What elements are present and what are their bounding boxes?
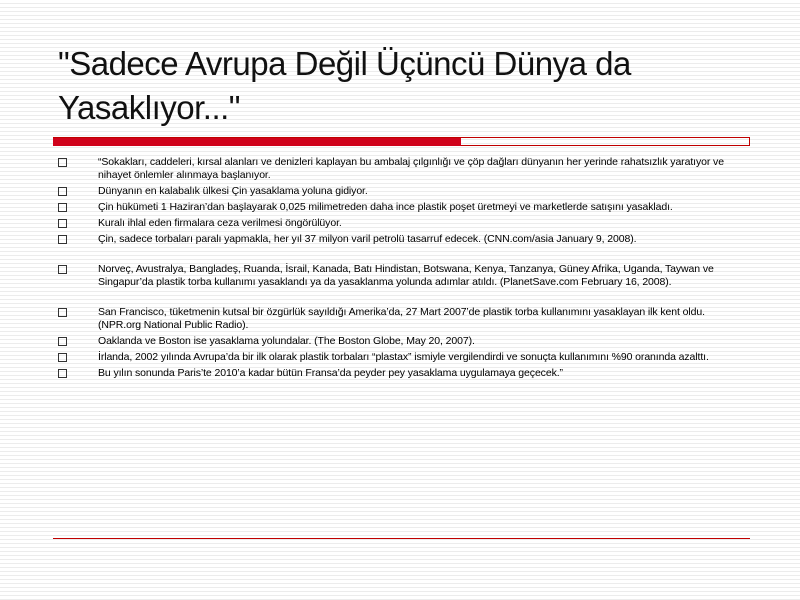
bullet-item	[58, 351, 738, 364]
title-rule-lower	[461, 145, 750, 146]
bullet-text: Çin hükümeti 1 Haziran’dan başlayarak 0,025 milimetreden daha ince plastik poşet üretmeyi ve marketlerde satışını yasakladı.	[98, 201, 673, 213]
bullet-item	[58, 263, 738, 289]
bullet-item	[58, 156, 738, 182]
bullet-text: Kuralı ihlal eden firmalara ceza verilmesi öngörülüyor.	[98, 217, 342, 229]
bullet-text: Dünyanın en kalabalık ülkesi Çin yasaklama yoluna gidiyor.	[98, 185, 368, 197]
bullet-list	[58, 156, 738, 383]
bullet-item	[58, 335, 738, 348]
bullet-text: Çin, sadece torbaları paralı yapmakla, her yıl 37 milyon varil petrolü tasarruf edecek. (CNN.com/asia January 9, 2008).	[98, 233, 637, 245]
bullet-text: Oaklanda ve Boston ise yasaklama yolundalar. (The Boston Globe, May 20, 2007).	[98, 335, 475, 347]
square-bullet-icon	[58, 203, 67, 212]
bullet-text: Bu yılın sonunda Paris’te 2010’a kadar bütün Fransa’da peyder pey yasaklama uygulamaya geçecek.”	[98, 367, 563, 379]
square-bullet-icon	[58, 353, 67, 362]
slide-title: "Sadece Avrupa Değil Üçüncü Dünya da Yasaklıyor..."	[58, 45, 631, 126]
bullet-text: “Sokakları, caddeleri, kırsal alanları ve denizleri kaplayan bu ambalaj çılgınlığı ve çöp dağları dünyanın her yerinde rahatsızlık yaratıyor ve nihayet önlemler alınmaya başlanıyor.	[98, 156, 724, 181]
bullet-text: Norveç, Avustralya, Bangladeş, Ruanda, İsrail, Kanada, Batı Hindistan, Botswana, Kenya, Tanzanya, Güney Afrika, Uganda, Taywan ve Singapur’da plastik torba kullanımı yasaklandı ya da yasaklanma yolunda adımlar atıldı. (PlanetSave.com February 16, 2008).	[98, 263, 714, 288]
bullet-text: San Francisco, tüketmenin kutsal bir özgürlük sayıldığı Amerika’da, 27 Mart 2007’de plastik torba kullanımını yasaklayan ilk kent oldu. (NPR.org National Public Radio).	[98, 306, 705, 331]
bullet-text: İrlanda, 2002 yılında Avrupa’da bir ilk olarak plastik torbaları “plastax” ismiyle vergilendirdi ve sonuçta kullanımını %90 oranında azalttı.	[98, 351, 709, 363]
footer-rule	[53, 538, 750, 539]
bullet-item	[58, 185, 738, 198]
bullet-item	[58, 233, 738, 246]
square-bullet-icon	[58, 369, 67, 378]
square-bullet-icon	[58, 158, 67, 167]
square-bullet-icon	[58, 235, 67, 244]
bullet-item	[58, 217, 738, 230]
bullet-item	[58, 306, 738, 332]
title-rule-end	[749, 137, 750, 146]
square-bullet-icon	[58, 265, 67, 274]
bullet-item	[58, 367, 738, 380]
square-bullet-icon	[58, 308, 67, 317]
square-bullet-icon	[58, 219, 67, 228]
square-bullet-icon	[58, 187, 67, 196]
square-bullet-icon	[58, 337, 67, 346]
title-accent-bar	[53, 137, 461, 146]
title-rule	[53, 137, 750, 138]
bullet-item	[58, 201, 738, 214]
